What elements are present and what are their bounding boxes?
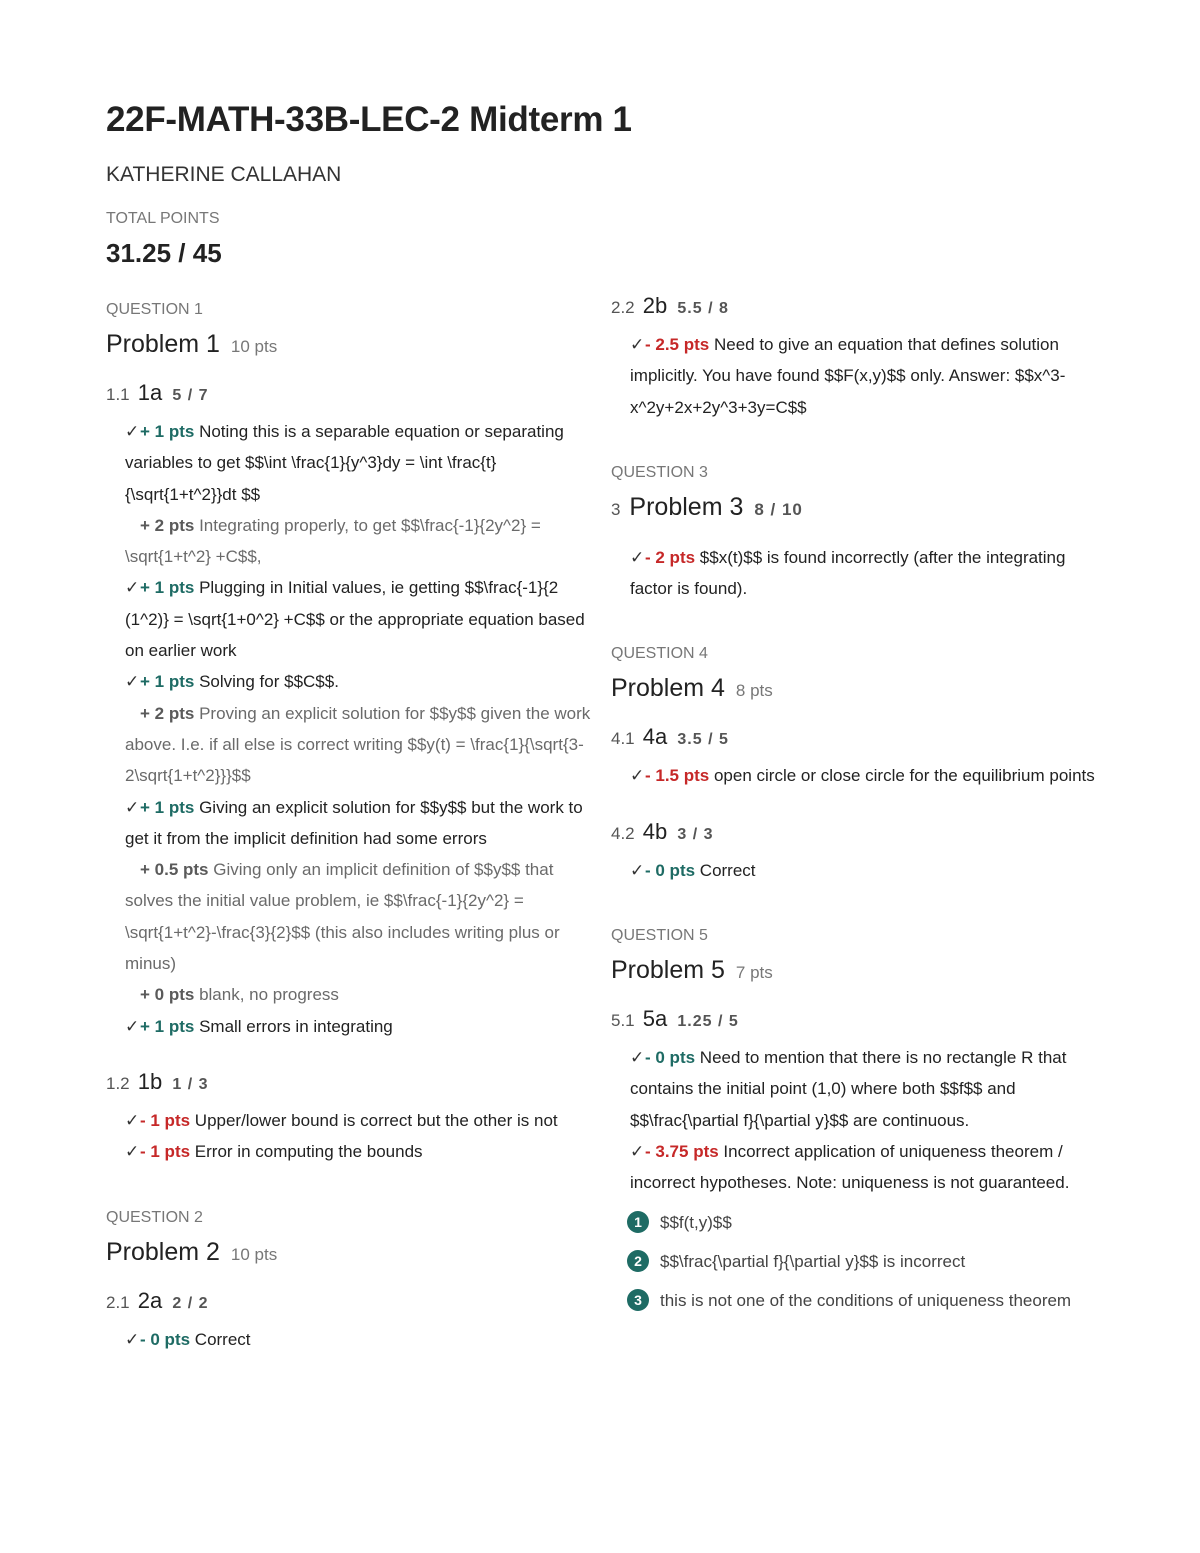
rubric-text: Incorrect application of uniqueness theorem / incorrect hypotheses. Note: uniqueness is not guaranteed. — [630, 1141, 1070, 1193]
rubric-text: open circle or close circle for the equilibrium points — [709, 766, 1095, 786]
check-icon: ✓ — [125, 1329, 140, 1349]
question-points: 7 pts — [735, 963, 773, 983]
rubric-text: Proving an explicit solution for $$y$$ given the work above. I.e. if all else is correct writing $$y(t) = \frac{1}{\sqrt{3-2\sqrt{1+t^2}}}$$ — [125, 703, 591, 786]
rubric-item — [630, 1042, 1101, 1136]
comment-text: $$f(t,y)$$ — [660, 1212, 732, 1232]
total-points-value: 31.25 / 45 — [106, 238, 222, 268]
rubric-list-1-2 — [106, 1105, 596, 1168]
rubric-item — [630, 855, 1101, 886]
rubric-item — [125, 854, 596, 979]
comment-number-badge: 1 — [627, 1211, 649, 1233]
question-5-title — [611, 954, 1101, 989]
rubric-text: Need to mention that there is no rectangle R that contains the initial point (1,0) where both $$f$$ and $$\frac{\partial f}{\partial y}$$ are continuous. — [630, 1048, 1067, 1130]
grader-comment — [630, 1207, 1101, 1238]
check-icon: ✓ — [125, 422, 140, 441]
rubric-item — [125, 666, 596, 697]
rubric-points: + 1 pts — [140, 422, 195, 441]
rubric-item — [125, 1011, 596, 1042]
subquestion-number: 2.1 — [106, 1292, 130, 1312]
question-4-label: QUESTION 4 — [611, 645, 708, 663]
rubric-points: + 1 pts — [140, 578, 195, 598]
subquestion-number: 4.2 — [611, 823, 635, 843]
rubric-text: Correct — [190, 1329, 251, 1349]
rubric-item — [125, 1136, 596, 1167]
check-icon: ✓ — [125, 672, 140, 692]
rubric-points: + 1 pts — [140, 797, 195, 817]
question-title-text: Problem 2 — [106, 1237, 220, 1266]
question-title-text: Problem 5 — [611, 956, 725, 985]
subquestion-2-1-header — [106, 1287, 596, 1318]
question-title-text: Problem 3 — [629, 492, 744, 521]
check-icon: ✓ — [630, 547, 645, 567]
rubric-text: Giving only an implicit definition of $$y$$ that solves the initial value problem, ie $$\frac{-1}{2y^2} = \sqrt{1+t^2}-\frac{3}{2}$$ (this also includes writing plus or minus) — [125, 860, 560, 974]
rubric-item — [125, 572, 596, 666]
subquestion-name: 4b — [642, 818, 668, 844]
rubric-text: Need to give an equation that defines solution implicitly. You have found $$F(x,y)$$ only. Answer: $$x^3-x^2y+2x+2y^3+3y=C$$ — [630, 335, 1066, 417]
rubric-points: - 0 pts — [645, 1048, 696, 1068]
subquestion-score: 1 / 3 — [172, 1075, 209, 1093]
total-points-label: TOTAL POINTS — [106, 210, 220, 227]
rubric-points: + 0.5 pts — [140, 860, 209, 880]
subquestion-name: 2a — [137, 1287, 163, 1313]
rubric-points: - 1 pts — [140, 1142, 191, 1162]
rubric-item — [630, 542, 1101, 605]
rubric-text: Giving an explicit solution for $$y$$ but the work to get it from the implicit definition had some errors — [125, 797, 583, 848]
rubric-text: Small errors in integrating — [194, 1016, 393, 1036]
rubric-points: + 1 pts — [140, 672, 195, 692]
subquestion-number: 2.2 — [611, 298, 635, 317]
right-column — [611, 292, 1101, 1316]
check-icon: ✓ — [630, 1048, 645, 1068]
question-1-title — [106, 328, 596, 363]
subquestion-name: 1b — [137, 1068, 163, 1094]
page-title: 22F-MATH-33B-LEC-2 Midterm 1 — [106, 100, 632, 139]
rubric-points: - 2.5 pts — [645, 335, 710, 354]
rubric-item — [630, 329, 1101, 423]
check-icon: ✓ — [125, 578, 140, 598]
left-column — [106, 300, 596, 1355]
question-4-title — [611, 672, 1101, 707]
rubric-item — [125, 979, 596, 1010]
rubric-points: - 1.5 pts — [645, 766, 710, 786]
question-points: 8 pts — [735, 681, 773, 701]
rubric-points: - 2 pts — [645, 547, 696, 567]
check-icon: ✓ — [125, 1110, 140, 1130]
rubric-points: + 2 pts — [140, 515, 195, 535]
question-points: 10 pts — [230, 337, 278, 356]
rubric-item — [125, 698, 596, 792]
subquestion-score: 2 / 2 — [172, 1294, 209, 1312]
rubric-text: Upper/lower bound is correct but the other is not — [190, 1110, 558, 1130]
subquestion-score: 1.25 / 5 — [677, 1013, 739, 1031]
rubric-item — [630, 1136, 1101, 1199]
subquestion-name: 5a — [642, 1006, 668, 1032]
rubric-item — [125, 792, 596, 855]
subquestion-1-1-header — [106, 379, 596, 410]
question-points: 10 pts — [230, 1244, 278, 1264]
subquestion-number: 1.1 — [106, 385, 130, 404]
check-icon: ✓ — [125, 1016, 140, 1036]
question-2-title — [106, 1236, 596, 1271]
subquestion-score: 3 / 3 — [677, 825, 714, 843]
question-3-label: QUESTION 3 — [611, 463, 708, 481]
rubric-points: + 1 pts — [140, 1016, 195, 1036]
question-score: 8 / 10 — [754, 499, 803, 519]
rubric-points: + 0 pts — [140, 985, 195, 1005]
subquestion-score: 5 / 7 — [172, 387, 209, 404]
rubric-item — [125, 1105, 596, 1136]
check-icon: ✓ — [630, 766, 645, 786]
rubric-item — [125, 416, 596, 510]
comment-number-badge: 3 — [627, 1289, 649, 1311]
question-3-title — [611, 491, 1101, 526]
subquestion-4-2-header — [611, 818, 1101, 849]
subquestion-name: 4a — [642, 724, 668, 750]
rubric-text: Correct — [695, 860, 756, 880]
check-icon: ✓ — [630, 1141, 645, 1161]
grader-comment — [630, 1285, 1101, 1316]
rubric-item — [125, 1324, 596, 1355]
check-icon: ✓ — [630, 335, 645, 354]
rubric-points: + 2 pts — [140, 703, 195, 723]
question-title-text: Problem 4 — [611, 674, 725, 703]
rubric-points: - 0 pts — [645, 860, 696, 880]
rubric-item — [125, 510, 596, 573]
subquestion-number: 1.2 — [106, 1073, 130, 1093]
student-name: KATHERINE CALLAHAN — [106, 163, 342, 186]
subquestion-1-2-header — [106, 1068, 596, 1099]
rubric-text: Solving for $$C$$. — [194, 672, 339, 692]
rubric-text: blank, no progress — [194, 985, 339, 1005]
subquestion-4-1-header — [611, 723, 1101, 754]
rubric-item — [630, 760, 1101, 791]
subquestion-5-1-header — [611, 1005, 1101, 1036]
rubric-points: - 1 pts — [140, 1110, 191, 1130]
grader-comment — [630, 1246, 1101, 1277]
check-icon: ✓ — [125, 797, 140, 817]
question-number: 3 — [611, 499, 621, 519]
rubric-points: - 3.75 pts — [645, 1141, 719, 1161]
rubric-points: - 0 pts — [140, 1329, 191, 1349]
rubric-text: $$x(t)$$ is found incorrectly (after the integrating factor is found). — [630, 547, 1066, 599]
rubric-text: Error in computing the bounds — [190, 1142, 423, 1162]
subquestion-score: 3.5 / 5 — [677, 731, 729, 749]
subquestion-name: 2b — [642, 293, 668, 318]
subquestion-number: 5.1 — [611, 1011, 635, 1031]
subquestion-2-2-header — [611, 292, 1101, 323]
comment-text: this is not one of the conditions of uniqueness theorem — [660, 1291, 1072, 1311]
rubric-list-1-1 — [106, 416, 596, 1042]
rubric-text: Noting this is a separable equation or separating variables to get $$\int \frac{1}{y^3}dy = \int \frac{t}{\sqrt{1+t^2}}dt $$ — [125, 422, 564, 504]
subquestion-score: 5.5 / 8 — [677, 300, 729, 317]
rubric-text: Plugging in Initial values, ie getting $$\frac{-1}{2 (1^2)} = \sqrt{1+0^2} +C$$ or the appropriate equation based on earlier work — [125, 578, 585, 661]
check-icon: ✓ — [630, 860, 645, 880]
comment-text: $$\frac{\partial f}{\partial y}$$ is incorrect — [660, 1251, 966, 1271]
question-1-label: QUESTION 1 — [106, 301, 203, 318]
question-5-label: QUESTION 5 — [611, 927, 708, 945]
subquestion-name: 1a — [137, 380, 163, 405]
question-2-label: QUESTION 2 — [106, 1208, 203, 1226]
question-title-text: Problem 1 — [106, 330, 220, 358]
check-icon: ✓ — [125, 1142, 140, 1162]
subquestion-number: 4.1 — [611, 729, 635, 749]
rubric-text: Integrating properly, to get $$\frac{-1}{2y^2} = \sqrt{1+t^2} +C$$, — [125, 515, 541, 567]
comment-number-badge: 2 — [627, 1250, 649, 1272]
